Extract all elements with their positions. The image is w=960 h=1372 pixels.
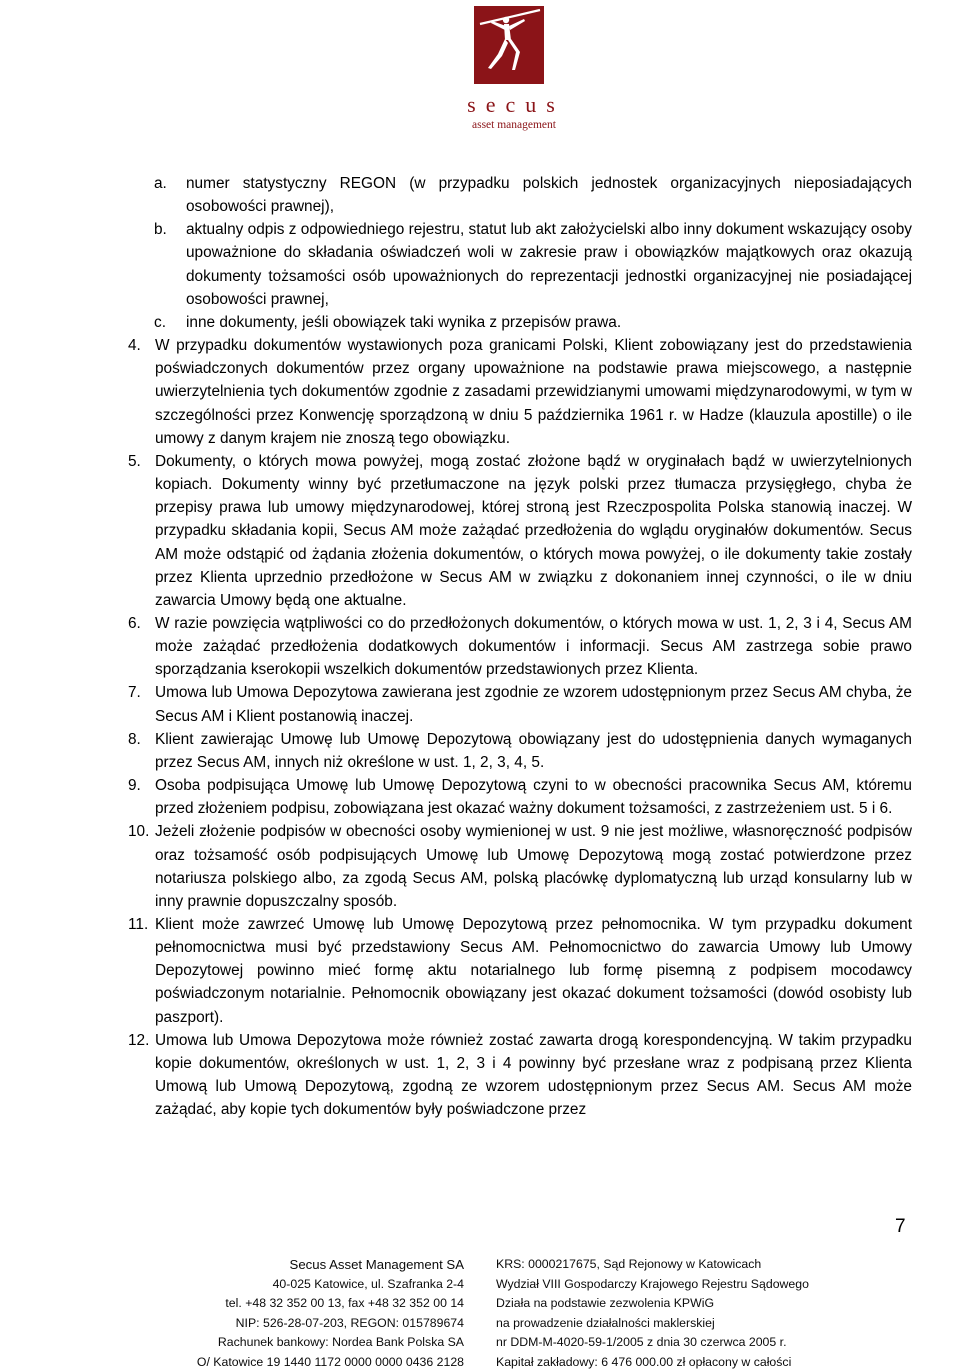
list-marker: 6. xyxy=(128,612,141,635)
list-item-text: Umowa lub Umowa Depozytowa może również zostać zawarta drogą korespondencyjną. W takim przypadku kopie dokumentów, określonych w ust. 1, 2, 3 i 4 powinny być przesłane wraz z podpisaną przez Klienta Umową lub Umową Depozytową, zgodną ze wzorem udostępnionym przez Secus AM. Secus AM może zażądać, aby kopie tych dokumentów były poświadczone przez xyxy=(155,1032,912,1118)
list-item-text: W przypadku dokumentów wystawionych poza granicami Polski, Klient zobowiązany jest do przedstawienia poświadczonych dokumentów przez organy upoważnione na podstawie prawa miejscowego, a następnie uwierzytelnienia tych dokumentów zgodnie z zasadami przewidzianymi umowami międzynarodowymi, w tym w szczególności przez Konwencję sporządzoną w dniu 5 października 1961 r. w Hadze (klauzula apostille) o ile umowy z danym krajem nie znoszą tego obowiązku. xyxy=(155,337,912,447)
list-marker: b. xyxy=(154,218,167,241)
footer-krs: KRS: 0000217675, Sąd Rejonowy w Katowicach xyxy=(496,1255,926,1275)
list-item-text: Umowa lub Umowa Depozytowa zawierana jest zgodnie ze wzorem udostępnionym przez Secus AM chyba, że Secus AM i Klient postanowią inaczej. xyxy=(155,684,912,724)
footer-address: 40-025 Katowice, ul. Szafranka 2-4 xyxy=(150,1275,464,1295)
logo-emblem xyxy=(474,6,544,84)
list-item-text: Klient może zawrzeć Umowę lub Umowę Depozytową przez pełnomocnika. W tym przypadku dokument pełnomocnictwa musi być przedstawiony Secus AM. Pełnomocnictwo do zawarcia Umowy lub Umowy Depozytowej powinno mieć formę aktu notarialnego lub formę pisemną z podpisem mocodawcy poświadczonym notarialnie. Pełnomocnik obowiązany jest okazać dokument tożsamości (dowód osobisty lub paszport). xyxy=(155,916,912,1026)
footer-company-name: Secus Asset Management SA xyxy=(150,1255,464,1275)
footer-activity: na prowadzenie działalności maklerskiej xyxy=(496,1314,926,1334)
footer-permit-number: nr DDM-M-4020-59-1/2005 z dnia 30 czerwca 2005 r. xyxy=(496,1333,926,1353)
footer-capital: Kapitał zakładowy: 6 476 000.00 zł opłacony w całości xyxy=(496,1353,926,1372)
footer-permit: Działa na podstawie zezwolenia KPWiG xyxy=(496,1294,926,1314)
footer-company-info xyxy=(150,1255,464,1372)
list-marker: 9. xyxy=(128,774,141,797)
footer-phone: tel. +48 32 352 00 13, fax +48 32 352 00 14 xyxy=(150,1294,464,1314)
list-item-text: W razie powzięcia wątpliwości co do przedłożonych dokumentów, o których mowa w ust. 1, 2, 3 i 4, Secus AM może zażądać przedłożenia dodatkowych dokumentów i informacji. Secus AM zastrzega sobie prawo sporządzania kserokopii wszelkich dokumentów przedstawionych przez Klienta. xyxy=(155,615,912,678)
list-item-text: numer statystyczny REGON (w przypadku polskich jednostek organizacyjnych nieposiadających osobowości prawnej), xyxy=(186,175,912,215)
list-item-6 xyxy=(128,612,912,681)
list-item-5 xyxy=(128,450,912,612)
list-item-9 xyxy=(128,774,912,820)
footer-tax-ids: NIP: 526-28-07-203, REGON: 015789674 xyxy=(150,1314,464,1334)
list-marker: c. xyxy=(154,311,166,334)
list-marker: 7. xyxy=(128,681,141,704)
list-marker: 8. xyxy=(128,728,141,751)
logo-subtitle: asset management xyxy=(452,118,576,132)
logo-brand-text: secus xyxy=(456,94,576,116)
page-number: 7 xyxy=(895,1216,906,1238)
list-item-4 xyxy=(128,334,912,450)
footer-bank-account: O/ Katowice 19 1440 1172 0000 0000 0436 2128 xyxy=(150,1353,464,1372)
list-item-12 xyxy=(128,1029,912,1122)
list-item-11 xyxy=(128,913,912,1029)
list-item-text: inne dokumenty, jeśli obowiązek taki wynika z przepisów prawa. xyxy=(186,314,621,331)
footer-registry-info xyxy=(496,1255,926,1372)
list-item-text: Klient zawierając Umowę lub Umowę Depozytową obowiązany jest do udostępnienia danych wymaganych przez Secus AM, innych niż określone w ust. 1, 2, 3, 4, 5. xyxy=(155,731,912,771)
list-item-8 xyxy=(128,728,912,774)
footer-court: Wydział VIII Gospodarczy Krajowego Rejestru Sądowego xyxy=(496,1275,926,1295)
list-marker: 5. xyxy=(128,450,141,473)
list-item-10 xyxy=(128,820,912,913)
list-item-a xyxy=(128,172,912,218)
list-item-b xyxy=(128,218,912,311)
list-item-text: Dokumenty, o których mowa powyżej, mogą zostać złożone bądź w oryginałach bądź w uwierzytelnionych kopiach. Dokumenty winny być przetłumaczone na język polski przez tłumacza przysięgłego, chyba że przepisy prawa lub umowy międzynarodowej, której stroną jest Rzeczpospolita Polska stanowią inaczej. W przypadku składania kopii, Secus AM może zażądać przedłożenia do wglądu oryginałów dokumentów. Secus AM może odstąpić od żądania złożenia dokumentów, o których mowa powyżej, o ile dokumenty takie zostały przez Klienta uprzednio przedłożone w Secus AM w związku z dokonaniem innej czynności, o ile w dniu zawarcia Umowy będą one aktualne. xyxy=(155,453,912,609)
list-marker: 11. xyxy=(128,913,148,936)
footer-bank: Rachunek bankowy: Nordea Bank Polska SA xyxy=(150,1333,464,1353)
secus-logo xyxy=(452,4,592,136)
list-marker: a. xyxy=(154,172,167,195)
list-marker: 4. xyxy=(128,334,141,357)
list-item-c xyxy=(128,311,912,334)
document-body xyxy=(128,172,912,1121)
list-marker: 10. xyxy=(128,820,149,843)
list-item-7 xyxy=(128,681,912,727)
list-item-text: Jeżeli złożenie podpisów w obecności osoby wymienionej w ust. 9 nie jest możliwe, własnoręczność podpisów oraz tożsamość osób podpisujących Umowę lub Umowę Depozytową mogą zostać potwierdzone przez notariusza polskiego albo, za zgodą Secus AM, polską placówkę dyplomatyczną lub urząd konsularny lub w inny prawnie dopuszczalny sposób. xyxy=(155,823,912,909)
list-marker: 12. xyxy=(128,1029,149,1052)
list-item-text: aktualny odpis z odpowiedniego rejestru, statut lub akt założycielski albo inny dokument wskazujący osoby upoważnione do składania oświadczeń woli w zakresie praw i obowiązków majątkowych oraz okazują dokumenty tożsamości osób upoważnionych do reprezentacji jednostki organizacyjnej nie posiadającej osobowości prawnej, xyxy=(186,221,912,307)
list-item-text: Osoba podpisująca Umowę lub Umowę Depozytową czyni to w obecności pracownika Secus AM, któremu przed złożeniem podpisu, zobowiązana jest okazać ważny dokument tożsamości, z zastrzeżeniem ust. 5 i 6. xyxy=(155,777,912,817)
